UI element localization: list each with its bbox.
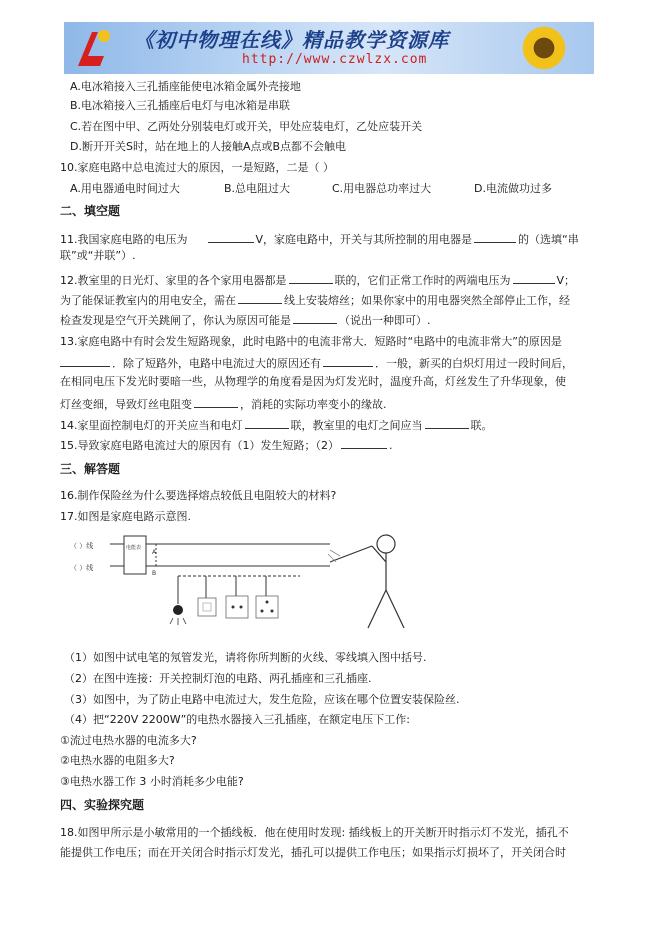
blank[interactable] <box>341 437 387 449</box>
header-banner <box>64 22 594 74</box>
q9-option-c: C.若在图中甲、乙两处分别装电灯或开关，甲处应装电灯，乙处应装开关 <box>70 120 423 133</box>
q17-part-1: （1）如图中试电笔的氖管发光，请将你所判断的火线、零线填入图中括号. <box>64 651 427 664</box>
q10-option-c: C.用电器总功率过大 <box>332 182 432 195</box>
blank[interactable] <box>425 417 469 429</box>
header-url: http://www.czwlzx.com <box>242 52 428 67</box>
q9-option-b: B.电冰箱接入三孔插座后电灯与电冰箱是串联 <box>70 99 291 112</box>
wire-label-2: （ ）线 <box>70 564 94 572</box>
q11-line1: 11.我国家庭电路的电压为 V，家庭电路中，开关与其所控制的用电器是 的（选填“串 <box>60 233 579 246</box>
section-fill-heading: 二、填空题 <box>60 204 121 218</box>
blank[interactable] <box>513 272 555 284</box>
q18-line1: 18.如图甲所示是小敏常用的一个插线板．他在使用时发现: 插线板上的开关断开时指示灯不发光，插孔不 <box>60 826 569 839</box>
energy-meter-label: 电能表 <box>126 545 142 551</box>
q12-line2: 为了能保证教室内的用电安全，需在 线上安装熔丝；如果你家中的用电器突然全部停止工作，经 <box>60 294 570 307</box>
section-answer-heading: 三、解答题 <box>60 462 121 476</box>
q10-option-a: A.用电器通电时间过大 <box>70 182 180 195</box>
q17-part-4: （4）把“220V 2200W”的电热水器接入三孔插座，在额定电压下工作: <box>64 713 410 726</box>
point-b-label: B <box>152 570 157 577</box>
q18-line2: 能提供工作电压；而在开关闭合时指示灯发光，插孔可以提供工作电压；如果指示灯损坏了，开关闭合时 <box>60 846 566 859</box>
blank[interactable] <box>238 292 282 304</box>
q17-subpart-3: ③电热水器工作 3 小时消耗多少电能? <box>60 775 244 788</box>
q13-line1: 13.家庭电路中有时会发生短路现象，此时电路中的电流非常大．短路时“电路中的电流非常大”的原因是 <box>60 335 562 348</box>
blank[interactable] <box>208 231 254 243</box>
q17-stem: 17.如图是家庭电路示意图. <box>60 510 191 523</box>
q10-stem: 10.家庭电路中总电流过大的原因，一是短路，二是（ ） <box>60 161 334 174</box>
person-with-tester-icon <box>328 535 404 628</box>
q9-option-d: D.断开开关S时，站在地上的人接触A点或B点都不会触电 <box>70 140 347 153</box>
q13-line3: 在相同电压下发光时要暗一些，从物理学的角度看是因为灯发光时，温度升高，灯丝发生了升华现象，使 <box>60 375 566 388</box>
section-experiment-heading: 四、实验探究题 <box>60 798 145 812</box>
sunflower-icon <box>520 24 568 72</box>
q17-part-3: （3）如图中，为了防止电路中电流过大，发生危险，应该在哪个位置安装保险丝. <box>64 693 460 706</box>
blank[interactable] <box>323 355 373 367</box>
q13-line4: 灯丝变细，导致灯丝电阻变 ，消耗的实际功率变小的缘故. <box>60 398 387 411</box>
light-bulb-icon <box>170 605 186 625</box>
q17-part-2: （2）在图中连接：开关控制灯泡的电路、两孔插座和三孔插座. <box>64 672 372 685</box>
blank[interactable] <box>60 355 110 367</box>
blank[interactable] <box>293 312 337 324</box>
logo-icon <box>74 26 114 70</box>
q9-option-a: A.电冰箱接入三孔插座能使电冰箱金属外壳接地 <box>70 80 301 93</box>
blank[interactable] <box>289 272 333 284</box>
q17-subpart-2: ②电热水器的电阻多大? <box>60 754 175 767</box>
energy-meter <box>124 536 146 574</box>
header-title: 《初中物理在线》精品教学资源库 <box>134 28 449 52</box>
wire-label-1: （ ）线 <box>70 542 94 550</box>
q17-subpart-1: ①流过电热水器的电流多大? <box>60 734 197 747</box>
blank[interactable] <box>474 231 516 243</box>
three-pin-socket-icon <box>256 596 278 618</box>
q10-option-d: D.电流做功过多 <box>474 182 552 195</box>
blank[interactable] <box>194 396 238 408</box>
q16-line: 16.制作保险丝为什么要选择熔点较低且电阻较大的材料? <box>60 489 337 502</box>
q11-line2: 联”或“并联”）. <box>60 249 136 262</box>
blank[interactable] <box>245 417 289 429</box>
q14-line: 14.家里面控制电灯的开关应当和电灯 联，教室里的电灯之间应当 联。 <box>60 419 493 432</box>
circuit-diagram <box>60 532 420 644</box>
q12-line3: 检查发现是空气开关跳闸了，你认为原因可能是 （说出一种即可）. <box>60 314 431 327</box>
two-pin-socket-icon <box>226 596 248 618</box>
point-a-label: A <box>152 549 157 556</box>
q15-line: 15.导致家庭电路电流过大的原因有（1）发生短路；（2） . <box>60 439 393 452</box>
q10-option-b: B.总电阻过大 <box>224 182 291 195</box>
q12-line1: 12.教室里的日光灯、家里的各个家用电器都是 联的，它们正常工作时的两端电压为 V； <box>60 274 576 287</box>
q13-line2: ．除了短路外，电路中电流过大的原因还有 ．一般，新买的白炽灯用过一段时间后， <box>60 355 573 371</box>
